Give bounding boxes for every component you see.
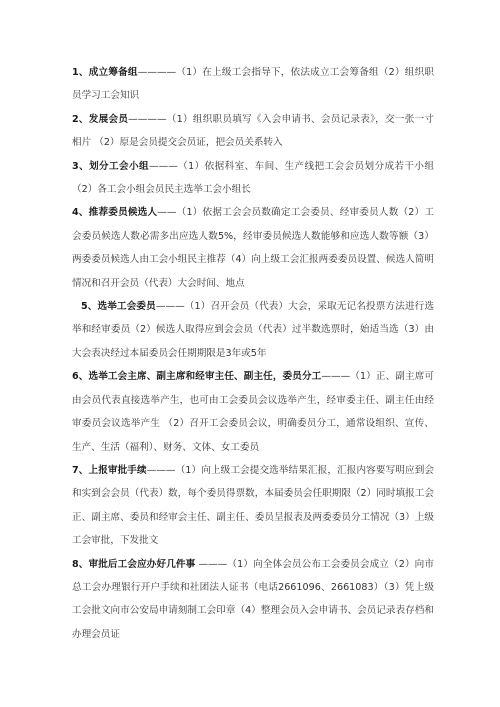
section-3-title: 3、划分工会小组 [72, 160, 149, 172]
section-1-body: ————（1）在上级工会指导下，依法成立工会筹备组（2）组织职员学习工会知识 [72, 67, 434, 102]
section-3 [72, 155, 434, 202]
section-8-body: ———（1）向全体会员公布工会委员会成立（2）向市总工会办理银行开户手续和社团法人证书（电话2661096、2661083）（3）凭上级工会批文向市公安局申请刻制工会印章（4）整理会员入会申请书、会员记录表存档和办理会员证 [72, 558, 434, 640]
section-2 [72, 108, 434, 155]
section-3-body: ———（1）依据科室、车间、生产线把工会会员划分成若干小组（2）各工会小组会员民主选举工会小组长 [72, 160, 434, 196]
section-7-body: ———（1）向上级工会提交选举结果汇报，汇报内容要写明应到会和实到会会员（代表）数，每个委员得票数，本届委员会任职期限（2）同时填报工会正、副主席、委员和经审会主任、副主任、委员呈报表及两委委员分工情况（3）上级工会审批，下发批文 [72, 464, 434, 547]
document-body [72, 61, 434, 646]
section-1-title: 1、成立筹备组 [72, 67, 138, 78]
section-1 [72, 61, 434, 108]
section-7-title: 7、上报审批手续 [72, 464, 147, 476]
section-5-title: 5、选举工会委员 [81, 301, 156, 313]
section-5 [72, 295, 434, 365]
section-2-body: ————（1）组织职员填写《入会申请书、会员记录表》，交一张一寸相片 （2）原是会员提交会员证，把会员关系转入 [72, 113, 434, 149]
section-4-body: ——（1）依据工会会员数确定工会委员、经审委员人数（2）工会委员候选人数必需多出应选人数5%，经审委员候选人数能够和应选人数等额（3）两委委员候选人由工会小组民主推荐（4）向上级工会汇报两委委员设置、候选人简明情况和召开会员（代表）大会时间、地点 [72, 207, 434, 289]
section-8-title: 8、审批后工会应办好几件事 [72, 558, 196, 570]
section-8 [72, 553, 434, 647]
section-4-title: 4、推荐委员候选人 [72, 207, 158, 219]
section-6-title: 6、选举工会主席、副主席和经审主任、副主任，委员分工 [72, 371, 322, 383]
section-6 [72, 365, 434, 459]
section-2-title: 2、发展会员 [72, 113, 129, 125]
section-5-body: ———（1）召开会员（代表）大会，采取无记名投票方法进行选举和经审委员（2）候选人取得应到会会员（代表）过半数选票时，始适当选（3）由大会表决经过本届委员会任期期限是3年或5年 [72, 301, 434, 359]
section-6-body: ———（1）正、副主席可由会员代表直接选举产生，也可由工会委员会议选举产生，经审委主任、副主任由经审委员会议选举产生 （2）召开工会委员会议，明确委员分工，通常设组织、宣传、生产、生活（福利）、财务、文体、女工委员 [72, 371, 434, 453]
section-7 [72, 459, 434, 553]
section-4 [72, 201, 434, 295]
